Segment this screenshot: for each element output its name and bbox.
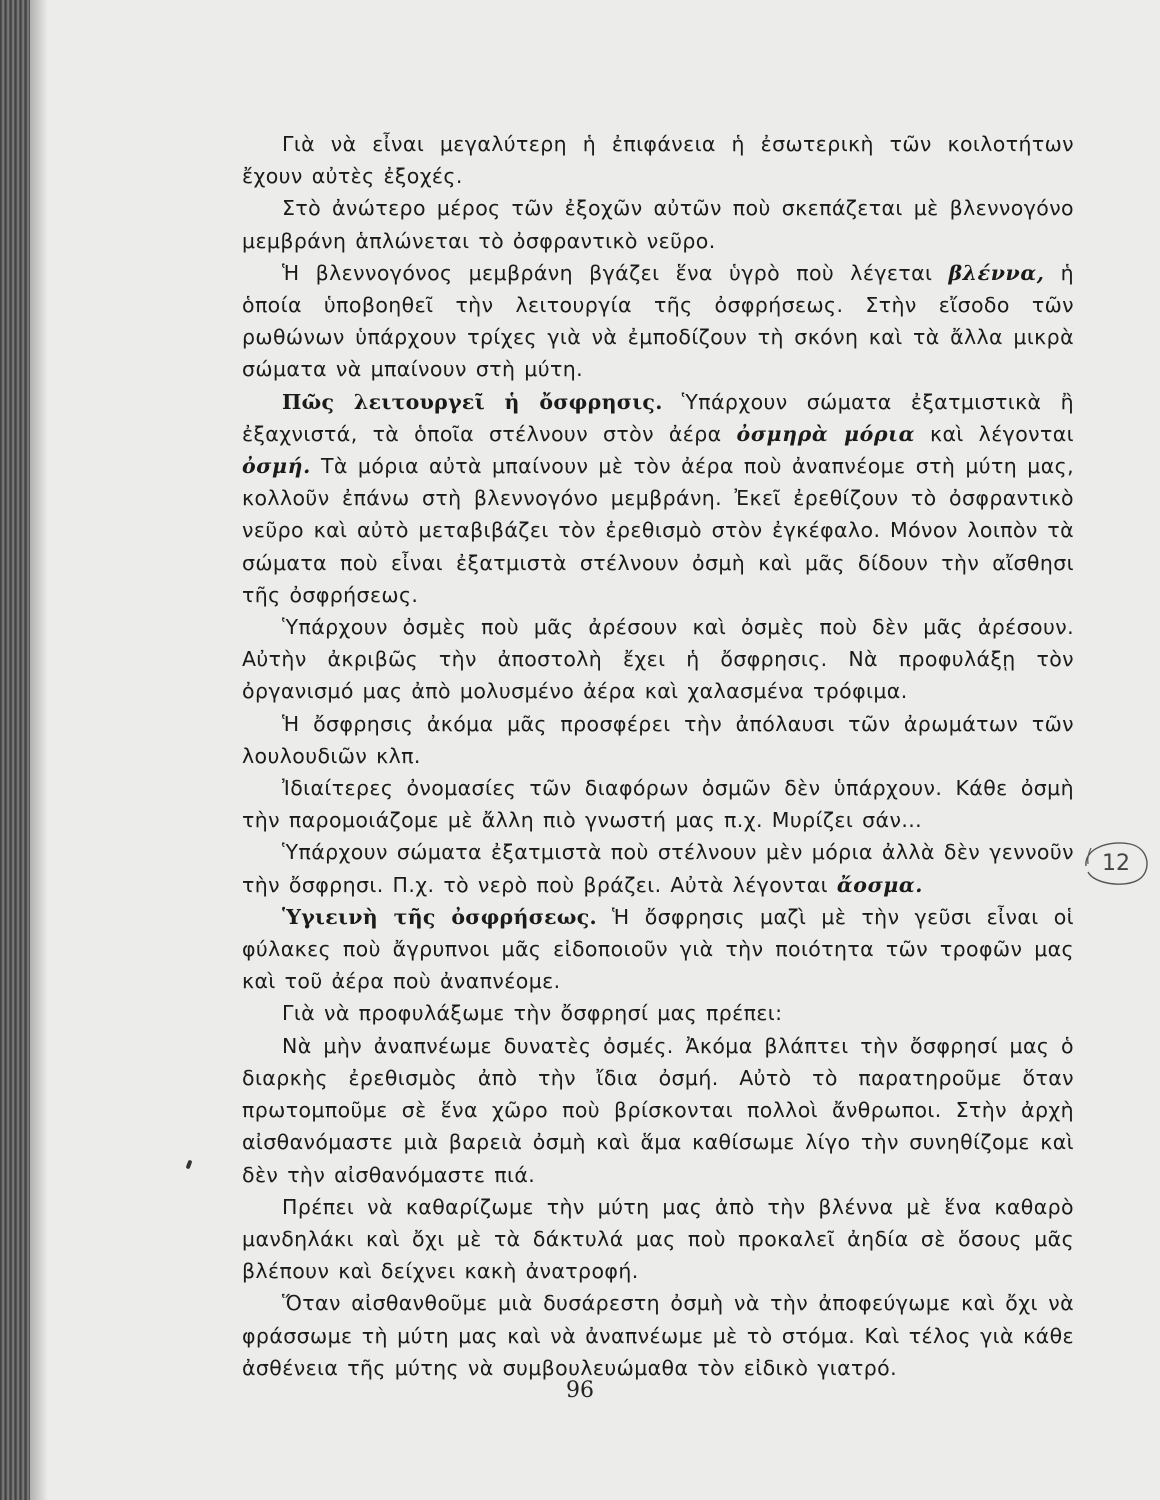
handwritten-margin-note (1080, 838, 1154, 888)
paragraph-10: Γιὰ νὰ προφυλάξωμε τὴν ὄσφρησί μας πρέπει: (282, 1001, 783, 1026)
body-text (242, 128, 1074, 1384)
paragraph-13: Ὅταν αἰσθανθοῦμε μιὰ δυσάρεστη ὀσμὴ νὰ τὴν ἀποφεύγωμε καὶ ὄχι νὰ φράσσωμε τὴ μύτη μας καὶ νὰ ἀναπνέωμε μὲ τὸ στόμα. Καὶ τέλος γιὰ κάθε ἀσθένεια τῆς μύτης νὰ συμβουλευώμαθα τὸν εἰδικὸ γιατρό. (242, 1291, 1074, 1380)
paragraph-7: Ἰδιαίτερες ὀνομασίες τῶν διαφόρων ὀσμῶν δὲν ὑπάρχουν. Κάθε ὀσμὴ τὴν παρομοιάζομε μὲ ἄλλη πιὸ γνωστή μας π.χ. Μυρίζει σάν... (242, 776, 1074, 833)
paragraph-11: Νὰ μὴν ἀναπνέωμε δυνατὲς ὀσμές. Ἀκόμα βλάπτει τὴν ὄσφρησί μας ὁ διαρκὴς ἐρεθισμὸς ἀπὸ τὴν ἴδια ὀσμή. Αὐτὸ τὸ παρατηροῦμε ὅταν πρωτομποῦμε σὲ ἕνα χῶρο ποὺ βρίσκονται πολλοὶ ἄνθρωποι. Στὴν ἀρχὴ αἰσθανόμαστε μιὰ βαρειὰ ὀσμὴ καὶ ἅμα καθίσωμε λίγο τὴν συνηθίζομε καὶ δὲν τὴν αἰσθανόμαστε πιά. (242, 1033, 1074, 1187)
paragraph-2: Στὸ ἀνώτερο μέρος τῶν ἐξοχῶν αὐτῶν ποὺ σκεπάζεται μὲ βλεννογόνο μεμβράνη ἁπλώνεται τὸ ὀσφραντικὸ νεῦρο. (242, 196, 1074, 253)
book-binding-edge (0, 0, 30, 1500)
term-blenna: βλέννα, (948, 260, 1045, 285)
term-osmi: ὀσμή. (242, 454, 311, 479)
paragraph-3: Ἡ βλεννογόνος μεμβράνη βγάζει ἕνα ὑγρὸ ποὺ λέγεται βλέννα, ἡ ὁποία ὑποβοηθεῖ τὴν λειτουργία τῆς ὀσφρήσεως. Στὴν εἴσοδο τῶν ρωθώνων ὑπάρχουν τρίχες γιὰ νὰ ἐμποδίζουν τὴ σκόνη καὶ τὰ ἄλλα μικρὰ σώματα νὰ μπαίνουν στὴ μύτη. (242, 260, 1074, 382)
binding-shadow (30, 0, 48, 1500)
paragraph-4: Πῶς λειτουργεῖ ἡ ὄσφρησις. Ὑπάρχουν σώματα ἐξατμιστικὰ ἢ ἐξαχνιστά, τὰ ὁποῖα στέλνουν στὸν ἀέρα ὀσμηρὰ μόρια καὶ λέγονται ὀσμή. Τὰ μόρια αὐτὰ μπαίνουν μὲ τὸν ἀέρα ποὺ ἀναπνέομε στὴ μύτη μας, κολλοῦν ἐπάνω στὴ βλεννογόνο μεμβράνη. Ἐκεῖ ἐρεθίζουν τὸ ὀσφραντικὸ νεῦρο καὶ αὐτὸ μεταβιβάζει τὸν ἐρεθισμὸ στὸν ἐγκέφαλο. Μόνον λοιπὸν τὰ σώματα ποὺ εἶναι ἐξατμιστὰ στέλνουν ὀσμὴ καὶ μᾶς δίδουν τὴν αἴσθησι τῆς ὀσφρήσεως. (242, 389, 1074, 607)
page-number: 96 (566, 1378, 594, 1403)
paragraph-8: Ὑπάρχουν σώματα ἐξατμιστὰ ποὺ στέλνουν μὲν μόρια ἀλλὰ δὲν γεννοῦν τὴν ὄσφρησι. Π.χ. τὸ νερὸ ποὺ βράζει. Αὐτὰ λέγονται ἄοσμα. (242, 840, 1074, 897)
margin-note-text: 12 (1102, 851, 1130, 876)
paragraph-9: Ὑγιεινὴ τῆς ὀσφρήσεως. Ἡ ὄσφρησις μαζὶ μὲ τὴν γεῦσι εἶναι οἱ φύλακες ποὺ ἄγρυπνοι μᾶς εἰδοποιοῦν γιὰ τὴν ποιότητα τῶν τροφῶν μας καὶ τοῦ ἀέρα ποὺ ἀναπνέομε. (242, 904, 1074, 994)
term-osmira-moria: ὀσμηρὰ μόρια (736, 421, 916, 446)
paragraph-1: Γιὰ νὰ εἶναι μεγαλύτερη ἡ ἐπιφάνεια ἡ ἐσωτερικὴ τῶν κοιλοτήτων ἔχουν αὐτὲς ἐξοχές. (242, 132, 1074, 189)
section-heading-hygiene: Ὑγιεινὴ τῆς ὀσφρήσεως. (282, 904, 597, 929)
section-heading-how-smell-works: Πῶς λειτουργεῖ ἡ ὄσφρησις. (282, 389, 663, 414)
ink-speck (186, 1160, 193, 1170)
term-aosma: ἄοσμα. (836, 872, 924, 897)
paragraph-6: Ἡ ὄσφρησις ἀκόμα μᾶς προσφέρει τὴν ἀπόλαυσι τῶν ἀρωμάτων τῶν λουλουδιῶν κλπ. (242, 711, 1074, 768)
paragraph-5: Ὑπάρχουν ὀσμὲς ποὺ μᾶς ἀρέσουν καὶ ὀσμὲς ποὺ δὲν μᾶς ἀρέσουν. Αὐτὴν ἀκριβῶς τὴν ἀποστολὴ ἔχει ἡ ὄσφρησις. Νὰ προφυλάξῃ τὸν ὀργανισμό μας ἀπὸ μολυσμένο ἀέρα καὶ χαλασμένα τρόφιμα. (242, 615, 1074, 704)
paragraph-12: Πρέπει νὰ καθαρίζωμε τὴν μύτη μας ἀπὸ τὴν βλέννα μὲ ἕνα καθαρὸ μανδηλάκι καὶ ὄχι μὲ τὰ δάκτυλά μας ποὺ προκαλεῖ ἀηδία σὲ ὅσους μᾶς βλέπουν καὶ δείχνει κακὴ ἀνατροφή. (242, 1194, 1074, 1284)
